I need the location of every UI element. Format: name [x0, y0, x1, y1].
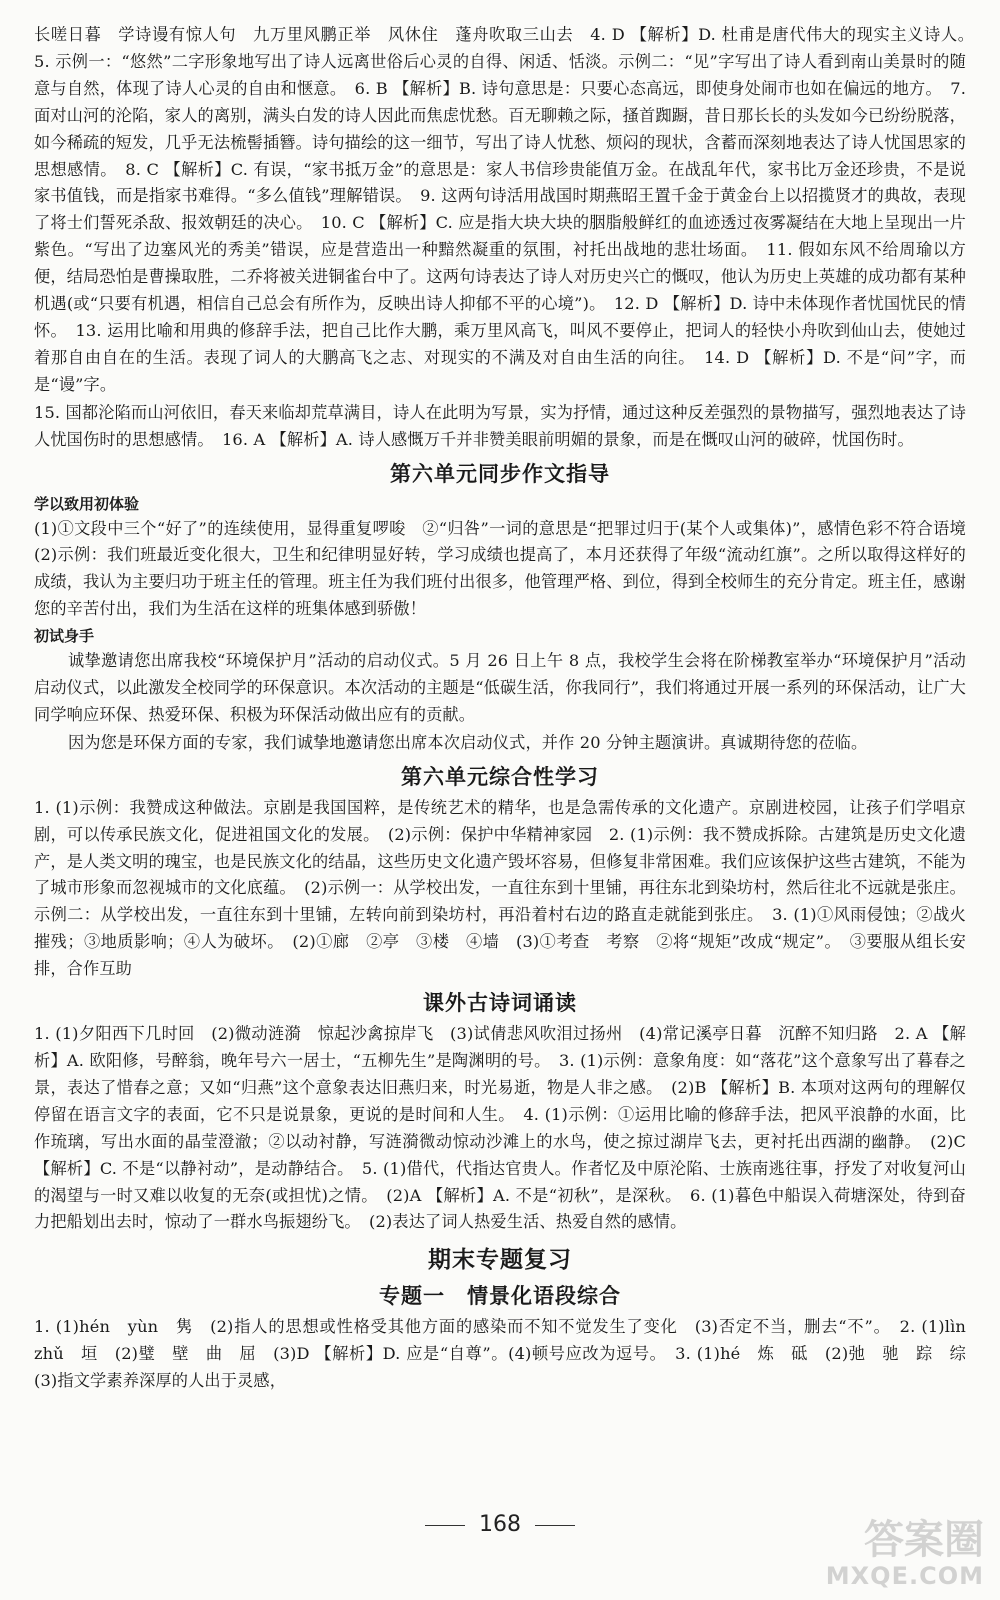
subheading-trial: 初试身手: [34, 627, 95, 646]
watermark-url: MXQE.COM: [825, 1562, 984, 1590]
letter-paragraph: 因为您是环保方面的专家，我们诚挚地邀请您出席本次启动仪式，并作 20 分钟主题演讲。真诚期待您的莅临。: [68, 732, 868, 752]
answer-paragraph: 1. (1)示例：我赞成这种做法。京剧是我国国粹，是传统艺术的精华，也是急需传承的文化遗产。京剧进校园，让孩子们学唱京剧，可以传承民族文化，促进祖国文化的发展。 (2)示例：保护中华精神家园 2. (1)示例：我不赞成拆除。古建筑是历史文化遗产，是人类文明的瑰宝，也是民族文化的结晶，这些历史文化遗产毁坏容易，但修复非常困难。我们应该保护这些古建筑，不能为了城市形象而忽视城市的文化底蕴。 (2)示例一：从学校出发，一直往东到十里铺，再往东北到染坊村，然后往北不远就是张庄。示例二：从学校出发，一直往东到十里铺，左转向前到染坊村，再沿着村右边的路直走就能到张庄。 3. (1)①风雨侵蚀；②战火摧残；③地质影响；④人为破坏。 (2)①廊 ②亭 ③楼 ④墙 (3)①考查 考察 ②将“规矩”改成“规定”。 ③要服从组长安排，合作互助: [34, 797, 966, 979]
answer-paragraph: 1. (1)夕阳西下几时回 (2)微动涟漪 惊起沙禽掠岸飞 (3)试倩悲风吹泪过扬州 (4)常记溪亭日暮 沉醉不知归路 2. A 【解析】A. 欧阳修，号醉翁，晚年号六一居士，“五柳先生”是陶渊明的号。 3. (1)示例：意象角度：如“落花”这个意象写出了暮春之景，表达了惜春之意；又如“归燕”这个意象表达旧燕归来，时光易逝，物是人非之感。 (2)B 【解析】B. 本项对这两句的理解仅停留在语言文字的表面，它不只是说景象，更说的是时间和人生。 4. (1)示例：①运用比喻的修辞手法，把风平浪静的水面，比作琉璃，写出水面的晶莹澄澈；②以动衬静，写涟漪微动惊动沙滩上的水鸟，使之掠过湖岸飞去，更衬托出西湖的幽静。 (2)C 【解析】C. 不是“以静衬动”，是动静结合。 5. (1)借代，代指达官贵人。作者忆及中原沦陷、士族南逃往事，抒发了对收复河山的渴望与一时又难以收复的无奈(或担忧)之情。 (2)A 【解析】A. 不是“初秋”，是深秋。 6. (1)暮色中船误入荷塘深处，待到奋力把船划出去时，惊动了一群水鸟振翅纷飞。 (2)表达了词人热爱生活、热爱自然的感情。: [34, 1024, 966, 1232]
subheading-practice: 学以致用初体验: [34, 494, 140, 513]
section-title-comprehensive: 第六单元综合性学习: [401, 764, 599, 789]
watermark-text: 答案圈: [864, 1517, 984, 1563]
answer-paragraph: (1)①文段中三个“好了”的连续使用，显得重复啰唆 ②“归咎”一词的意思是“把罪过归于(某个人或集体)”，感情色彩不符合语境 (2)示例：我们班最近变化很大，卫生和纪律明显好转，学习成绩也提高了，本月还获得了年级“流动红旗”。之所以取得这样好的成绩，我认为主要归功于班主任的管理。班主任为我们班付出很多，他管理严格、到位，得到全校师生的充分肯定。班主任，感谢您的辛苦付出，我们为生活在这样的班集体感到骄傲！: [34, 518, 983, 619]
footer-dash-left: [425, 1525, 465, 1526]
answer-paragraph: 1. (1)hén yùn 隽 (2)指人的思想或性格受其他方面的感染而不知不觉发生了变化 (3)否定不当，删去“不”。 2. (1)lìn zhǔ 垣 (2)璧 壁 曲 屈 (3)D 【解析】D. 应是“自尊”。(4)顿号应改为逗号。 3. (1)hé 炼 砥 (2)弛 驰 踪 综 (3)指文学素养深厚的人出于灵感，: [34, 1317, 983, 1391]
answer-page: [34, 22, 983, 1396]
section-title-writing: 第六单元同步作文指导: [390, 461, 610, 486]
watermark-logo: [784, 1518, 984, 1592]
section-subtitle-topic-one: 专题一 情景化语段综合: [379, 1284, 621, 1309]
footer-dash-right: [535, 1525, 575, 1526]
answer-paragraph: 长嗟日暮 学诗谩有惊人句 九万里风鹏正举 风休住 蓬舟吹取三山去 4. D 【解析】D. 杜甫是唐代伟大的现实主义诗人。 5. 示例一：“悠然”二字形象地写出了诗人远离世俗后心灵的自得、闲适、恬淡。示例二：“见”字写出了诗人看到南山美景时的随意与自然，体现了诗人心灵的自由和惬意。 6. B 【解析】B. 诗句意思是：只要心态高远，即使身处闹市也如在偏远的地方。 7. 面对山河的沦陷，家人的离别，满头白发的诗人因此而焦虑忧愁。百无聊赖之际，搔首踟蹰，昔日那长长的头发如今已纷纷脱落，如今稀疏的短发，几乎无法梳髻插簪。诗句描绘的这一细节，写出了诗人忧愁、烦闷的现状，含蓄而深刻地表达了诗人忧国思家的思想感情。 8. C 【解析】C. 有误，“家书抵万金”的意思是：家人书信珍贵能值万金。在战乱年代，家书比万金还珍贵，不是说家书值钱，而是指家书难得。“多么值钱”理解错误。 9. 这两句诗活用战国时期燕昭王置千金于黄金台上以招揽贤才的典故，表现了将士们誓死杀敌、报效朝廷的决心。 10. C 【解析】C. 应是指大块大块的胭脂般鲜红的血迹透过夜雾凝结在大地上呈现出一片紫色。“写出了边塞风光的秀美”错误，应是营造出一种黯然凝重的氛围，衬托出战地的悲壮场面。 11. 假如东风不给周瑜以方便，结局恐怕是曹操取胜，二乔将被关进铜雀台中了。这两句诗表达了诗人对历史兴亡的慨叹，他认为历史上英雄的成功都有某种机遇(或“只要有机遇，相信自己总会有所作为，反映出诗人抑郁不平的心境”)。 12. D 【解析】D. 诗中未体现作者忧国忧民的情怀。 13. 运用比喻和用典的修辞手法，把自己比作大鹏，乘万里风高飞，叫风不要停止，把词人的轻快小舟吹到仙山去，使她过着那自由自在的生活。表现了词人的大鹏高飞之志、对现实的不满及对自由生活的向往。 14. D 【解析】D. 不是“问”字，而是“谩”字。: [34, 25, 983, 394]
answer-paragraph: 15. 国都沦陷而山河依旧，春天来临却荒草满目，诗人在此明为写景，实为抒情，通过这种反差强烈的景物描写，强烈地表达了诗人忧国伤时的思想感情。 16. A 【解析】A. 诗人感慨万千并非赞美眼前明媚的景象，而是在慨叹山河的破碎，忧国伤时。: [34, 402, 966, 449]
section-title-poems: 课外古诗词诵读: [423, 991, 577, 1016]
letter-paragraph: 诚挚邀请您出席我校“环境保护月”活动的启动仪式。5 月 26 日上午 8 点，我校学生会将在阶梯教室举办“环境保护月”活动启动仪式，以此激发全校同学的环保意识。本次活动的主题是“低碳生活，你我同行”，我们将通过开展一系列的环保活动，让广大同学响应环保、热爱环保、积极为环保活动做出应有的贡献。: [34, 651, 966, 724]
section-title-final-review: 期末专题复习: [428, 1247, 572, 1274]
page-number: 168: [479, 1512, 521, 1537]
